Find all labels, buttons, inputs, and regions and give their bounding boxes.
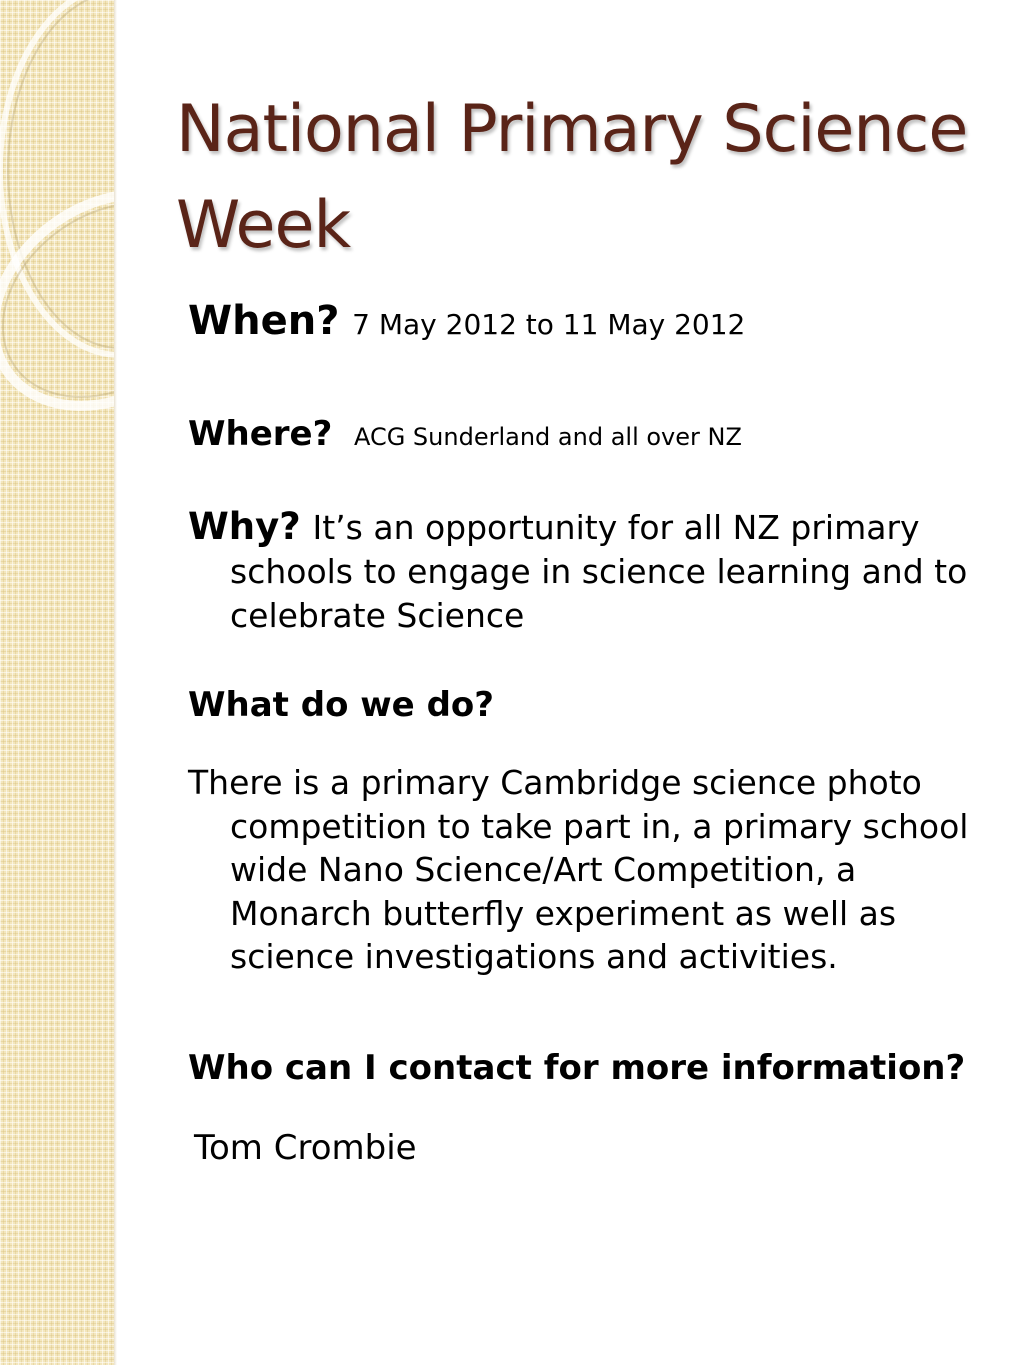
swirl-decoration [0, 0, 114, 1365]
who-value: Tom Crombie [194, 1127, 417, 1168]
decorative-sidebar [0, 0, 114, 1365]
why-value: It’s an opportunity for all NZ primary schools to engage in science learning and to celebrate Science [230, 508, 968, 635]
why-label: Why? [188, 505, 301, 548]
when-item [188, 292, 978, 354]
why-item [188, 505, 978, 637]
where-value: ACG Sunderland and all over NZ [353, 423, 742, 451]
where-label: Where? [188, 414, 333, 454]
slide-title: National Primary Science Week [176, 92, 968, 263]
slide-content [188, 292, 978, 1206]
who-label: Who can I contact for more information? [188, 1047, 966, 1088]
when-label: When? [188, 298, 340, 344]
when-value: 7 May 2012 to 11 May 2012 [352, 308, 746, 341]
where-item [188, 410, 978, 461]
what-value: There is a primary Cambridge science photo competition to take part in, a primary school wide Nano Science/Art Competition, a Monarch butterfly experiment as well as science investigations and activities. [188, 763, 969, 976]
what-label: What do we do? [188, 685, 494, 725]
sidebar-edge-shadow [114, 0, 117, 1365]
